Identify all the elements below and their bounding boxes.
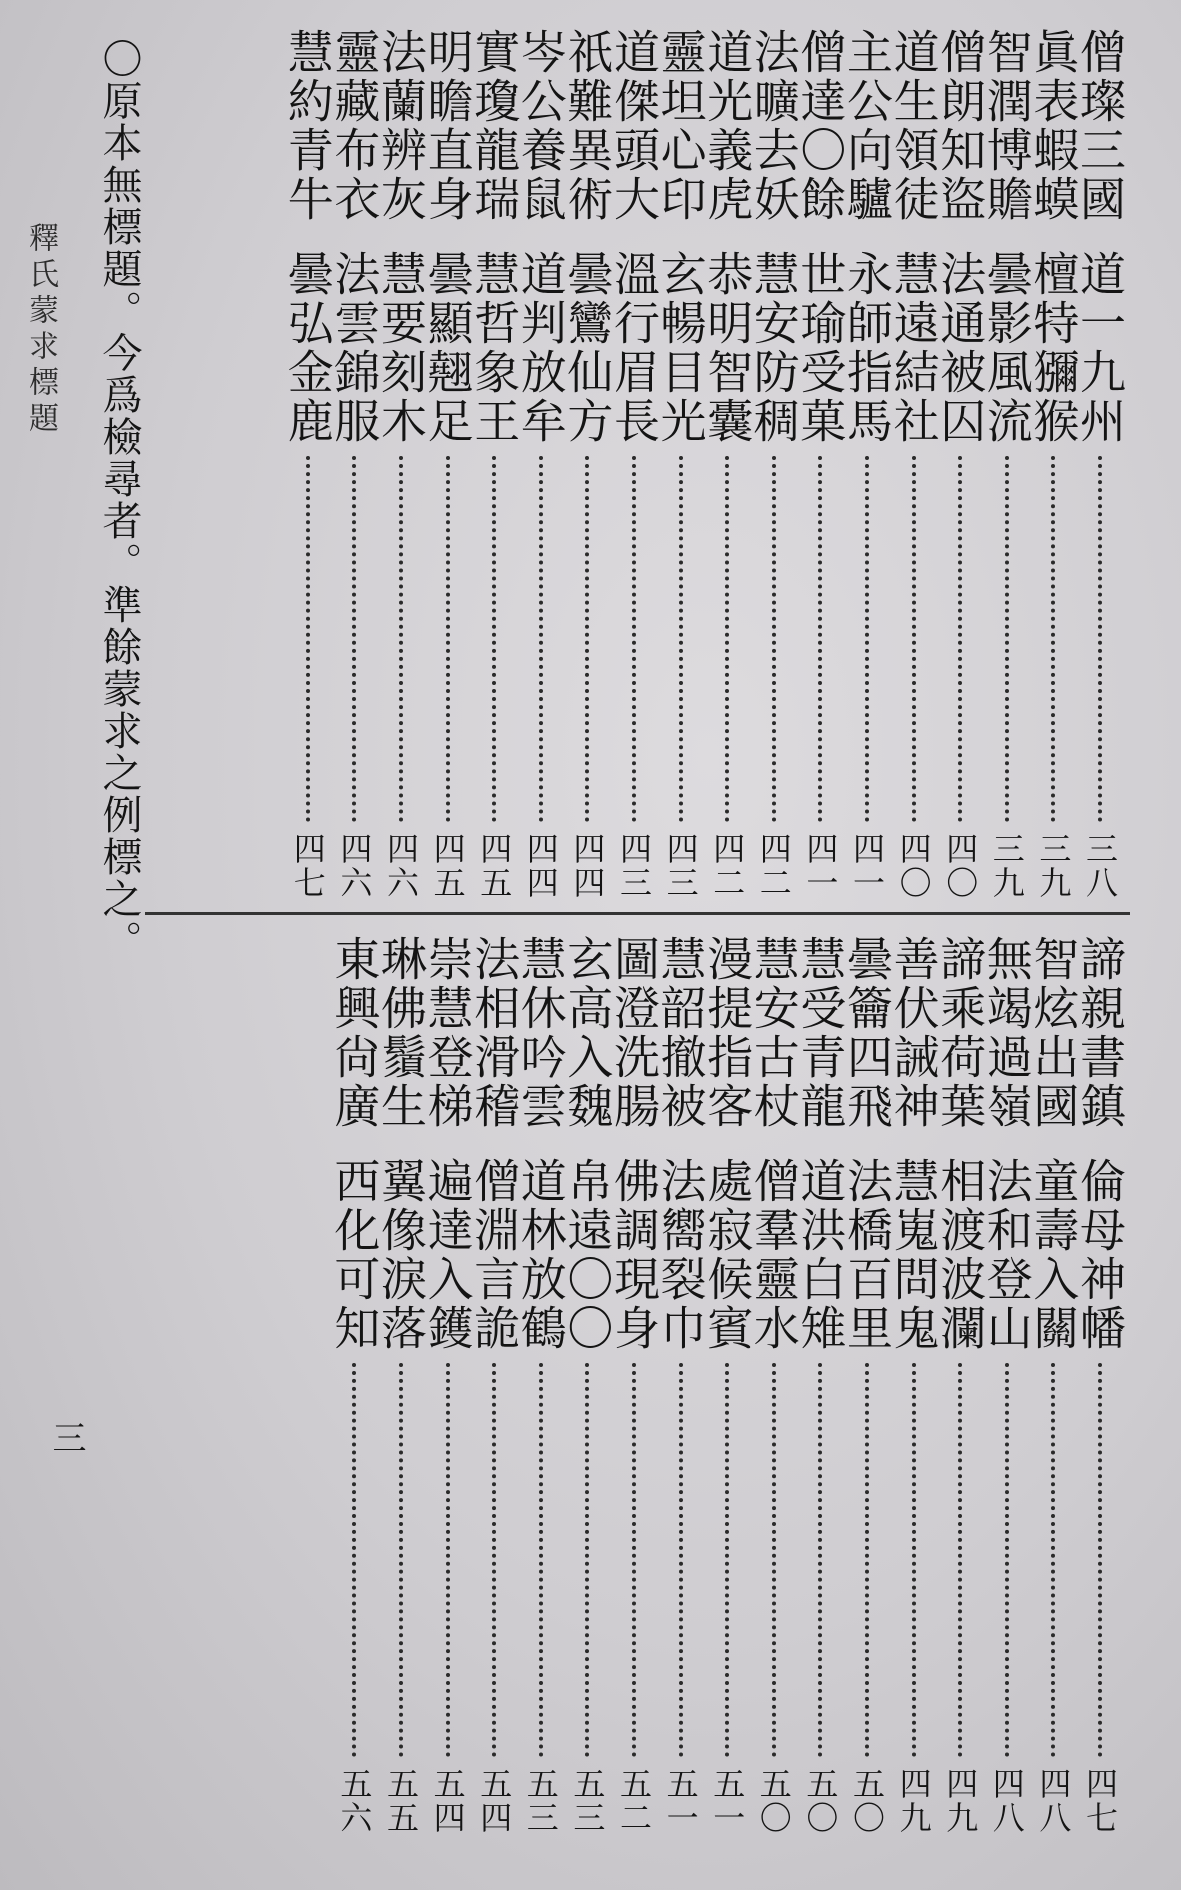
entry-title-second: 道洪白雉: [793, 1157, 848, 1353]
dot-leader: [539, 456, 543, 822]
dot-leader: [958, 1363, 962, 1757]
entry-title-first: 法相滑稽: [467, 935, 522, 1131]
dot-leader: [725, 1363, 729, 1757]
dot-leader: [399, 456, 403, 822]
entry-title-second: 恭明智囊: [700, 250, 755, 446]
entry-page-number: 四三: [661, 832, 700, 900]
entry-page-number: 四六: [335, 832, 374, 900]
entry-page-number: 五〇: [801, 1767, 840, 1835]
dot-leader: [818, 1363, 822, 1757]
dot-leader: [632, 1363, 636, 1757]
dot-leader: [818, 456, 822, 822]
entry-title-second: 曇顯翹足: [420, 250, 475, 446]
entry-title-second: 相渡波瀾: [933, 1157, 988, 1353]
entry-page-number: 四〇: [894, 832, 933, 900]
entry-title-second: 溫行眉長: [607, 250, 661, 446]
dot-leader: [585, 1363, 589, 1757]
entry-title-first: 東興尙廣: [327, 935, 382, 1131]
entry-title-first: 道生領徒: [886, 28, 941, 224]
entry-title-second: 法通被囚: [933, 250, 988, 446]
entry-page-number: 四〇: [941, 832, 980, 900]
entry-title-first: 主公向驢: [840, 28, 894, 224]
dot-leader: [912, 456, 916, 822]
entry-title-first: 明瞻直身: [420, 28, 475, 224]
dot-leader: [912, 1363, 916, 1757]
entry-page-number: 五一: [661, 1767, 700, 1835]
entry-title-first: 僧璨三國: [1073, 28, 1127, 224]
index-entry: [279, 28, 337, 900]
entry-title-first: 慧安古杖: [746, 935, 801, 1131]
entry-title-first: 僧朗知盜: [933, 28, 988, 224]
entry-title-second: 遍達入鑊: [420, 1157, 475, 1353]
entry-page-number: 四三: [615, 832, 653, 900]
dot-leader: [492, 456, 496, 822]
entry-page-number: 五一: [708, 1767, 747, 1835]
section-divider: [145, 912, 1130, 915]
entry-title-second: 處寂候賓: [700, 1157, 755, 1353]
dot-leader: [1005, 456, 1009, 822]
dot-leader: [958, 456, 962, 822]
dot-leader: [585, 456, 589, 822]
editorial-note: 〇原本無標題。今爲檢尋者。準餘蒙求之例標之。: [96, 38, 142, 962]
dot-leader: [352, 456, 356, 822]
entry-title-second: 佛調現身: [607, 1157, 661, 1353]
entry-title-second: 世瑜受菓: [793, 250, 848, 446]
entry-page-number: 四九: [894, 1767, 933, 1835]
dot-leader: [446, 1363, 450, 1757]
entry-title-first: 實瓊龍瑞: [467, 28, 522, 224]
entry-page-number: 三九: [987, 832, 1026, 900]
dot-leader: [1051, 1363, 1055, 1757]
entry-title-second: 童壽入關: [1026, 1157, 1081, 1353]
dot-leader: [1098, 456, 1102, 822]
entry-title-first: 智炫出國: [1026, 935, 1081, 1131]
entry-page-number: 四四: [521, 832, 560, 900]
entry-title-second: 倫母神幡: [1073, 1157, 1127, 1353]
dot-leader: [306, 456, 310, 822]
entry-page-number: 五五: [382, 1767, 420, 1835]
entry-page-number: 五三: [521, 1767, 560, 1835]
entry-page-number: 四二: [754, 832, 793, 900]
entry-title-first: 玄高入魏: [560, 935, 615, 1131]
dot-leader: [772, 456, 776, 822]
entry-title-second: 法和登山: [979, 1157, 1034, 1353]
entry-title-second: 帛遠〇〇: [560, 1157, 615, 1353]
entry-title-second: 法雲錦服: [327, 250, 382, 446]
entry-title-second: 慧要刻木: [374, 250, 428, 446]
entry-page-number: 四五: [475, 832, 514, 900]
dot-leader: [679, 456, 683, 822]
entry-page-number: 五四: [428, 1767, 467, 1835]
entry-title-first: 善伏誡神: [886, 935, 941, 1131]
entry-title-first: 靈藏布衣: [327, 28, 382, 224]
entry-title-first: 眞表蝦蟆: [1026, 28, 1081, 224]
dot-leader: [446, 456, 450, 822]
entry-title-second: 僧淵言詭: [467, 1157, 522, 1353]
entry-title-first: 曇籥四飛: [840, 935, 894, 1131]
index-entry: [325, 935, 383, 1835]
entry-page-number: 四八: [1034, 1767, 1073, 1835]
entry-title-first: 慧受青龍: [793, 935, 848, 1131]
entry-page-number: 五〇: [848, 1767, 886, 1835]
dot-leader: [725, 456, 729, 822]
entry-title-first: 岑公養鼠: [513, 28, 568, 224]
entry-title-second: 僧羣靈水: [746, 1157, 801, 1353]
entry-title-second: 翼像淚落: [374, 1157, 428, 1353]
entry-page-number: 四七: [1081, 1767, 1119, 1835]
entry-page-number: 四二: [708, 832, 747, 900]
entry-title-first: 祇難異術: [560, 28, 615, 224]
entry-title-first: 慧約青牛: [280, 28, 335, 224]
entry-page-number: 四八: [987, 1767, 1026, 1835]
entry-title-second: 慧遠結社: [886, 250, 941, 446]
entry-page-number: 五三: [568, 1767, 607, 1835]
dot-leader: [352, 1363, 356, 1757]
entry-page-number: 四九: [941, 1767, 980, 1835]
entry-title-second: 慧嵬問鬼: [886, 1157, 941, 1353]
entry-title-first: 崇慧登梯: [420, 935, 475, 1131]
entry-title-first: 道傑頭大: [607, 28, 661, 224]
entry-page-number: 四七: [288, 832, 327, 900]
page-number: 三: [46, 1420, 86, 1454]
entry-page-number: 四五: [428, 832, 467, 900]
entry-title-first: 法曠去妖: [746, 28, 801, 224]
entry-title-second: 曇鸞仙方: [560, 250, 615, 446]
entry-page-number: 五二: [615, 1767, 653, 1835]
entry-title-first: 靈坦心印: [653, 28, 708, 224]
entry-title-second: 曇影風流: [979, 250, 1034, 446]
entry-title-first: 慧休吟雲: [513, 935, 568, 1131]
entry-page-number: 五四: [475, 1767, 514, 1835]
dot-leader: [492, 1363, 496, 1757]
dot-leader: [679, 1363, 683, 1757]
dot-leader: [865, 456, 869, 822]
entry-title-first: 僧達〇餘: [793, 28, 848, 224]
running-head: 釋氏蒙求標題: [23, 222, 58, 438]
entry-page-number: 四四: [568, 832, 607, 900]
dot-leader: [399, 1363, 403, 1757]
entry-title-first: 諦乘荷葉: [933, 935, 988, 1131]
entry-title-second: 西化可知: [327, 1157, 382, 1353]
entry-title-second: 道一九州: [1073, 250, 1127, 446]
entry-title-second: 道判放牟: [513, 250, 568, 446]
entry-title-second: 永師指馬: [840, 250, 894, 446]
entry-page-number: 四一: [801, 832, 840, 900]
entry-title-first: 智潤博贍: [979, 28, 1034, 224]
entry-title-first: 圖澄洗腸: [607, 935, 661, 1131]
dot-leader: [772, 1363, 776, 1757]
entry-page-number: 四六: [382, 832, 420, 900]
entry-title-second: 法嚮裂巾: [653, 1157, 708, 1353]
entry-page-number: 三八: [1081, 832, 1119, 900]
entry-title-second: 法橋百里: [840, 1157, 894, 1353]
entry-title-first: 諦親書鎮: [1073, 935, 1127, 1131]
entry-title-first: 漫提指客: [700, 935, 755, 1131]
entry-title-first: 琳佛鬚生: [374, 935, 428, 1131]
entry-title-first: 法蘭辨灰: [374, 28, 428, 224]
entry-title-first: 道光義虎: [700, 28, 755, 224]
dot-leader: [1005, 1363, 1009, 1757]
entry-title-second: 玄暢目光: [653, 250, 708, 446]
entry-page-number: 四一: [848, 832, 886, 900]
entry-title-first: 無竭過嶺: [979, 935, 1034, 1131]
dot-leader: [539, 1363, 543, 1757]
entry-page-number: 三九: [1034, 832, 1073, 900]
entry-page-number: 五六: [335, 1767, 374, 1835]
entry-title-second: 檀特獼猴: [1026, 250, 1081, 446]
entry-title-first: 慧韶撤被: [653, 935, 708, 1131]
dot-leader: [1098, 1363, 1102, 1757]
dot-leader: [632, 456, 636, 822]
entry-title-second: 慧哲象王: [467, 250, 522, 446]
entry-title-second: 曇弘金鹿: [280, 250, 335, 446]
dot-leader: [1051, 456, 1055, 822]
dot-leader: [865, 1363, 869, 1757]
entry-title-second: 道林放鶴: [513, 1157, 568, 1353]
entry-page-number: 五〇: [754, 1767, 793, 1835]
entry-title-second: 慧安防稠: [746, 250, 801, 446]
